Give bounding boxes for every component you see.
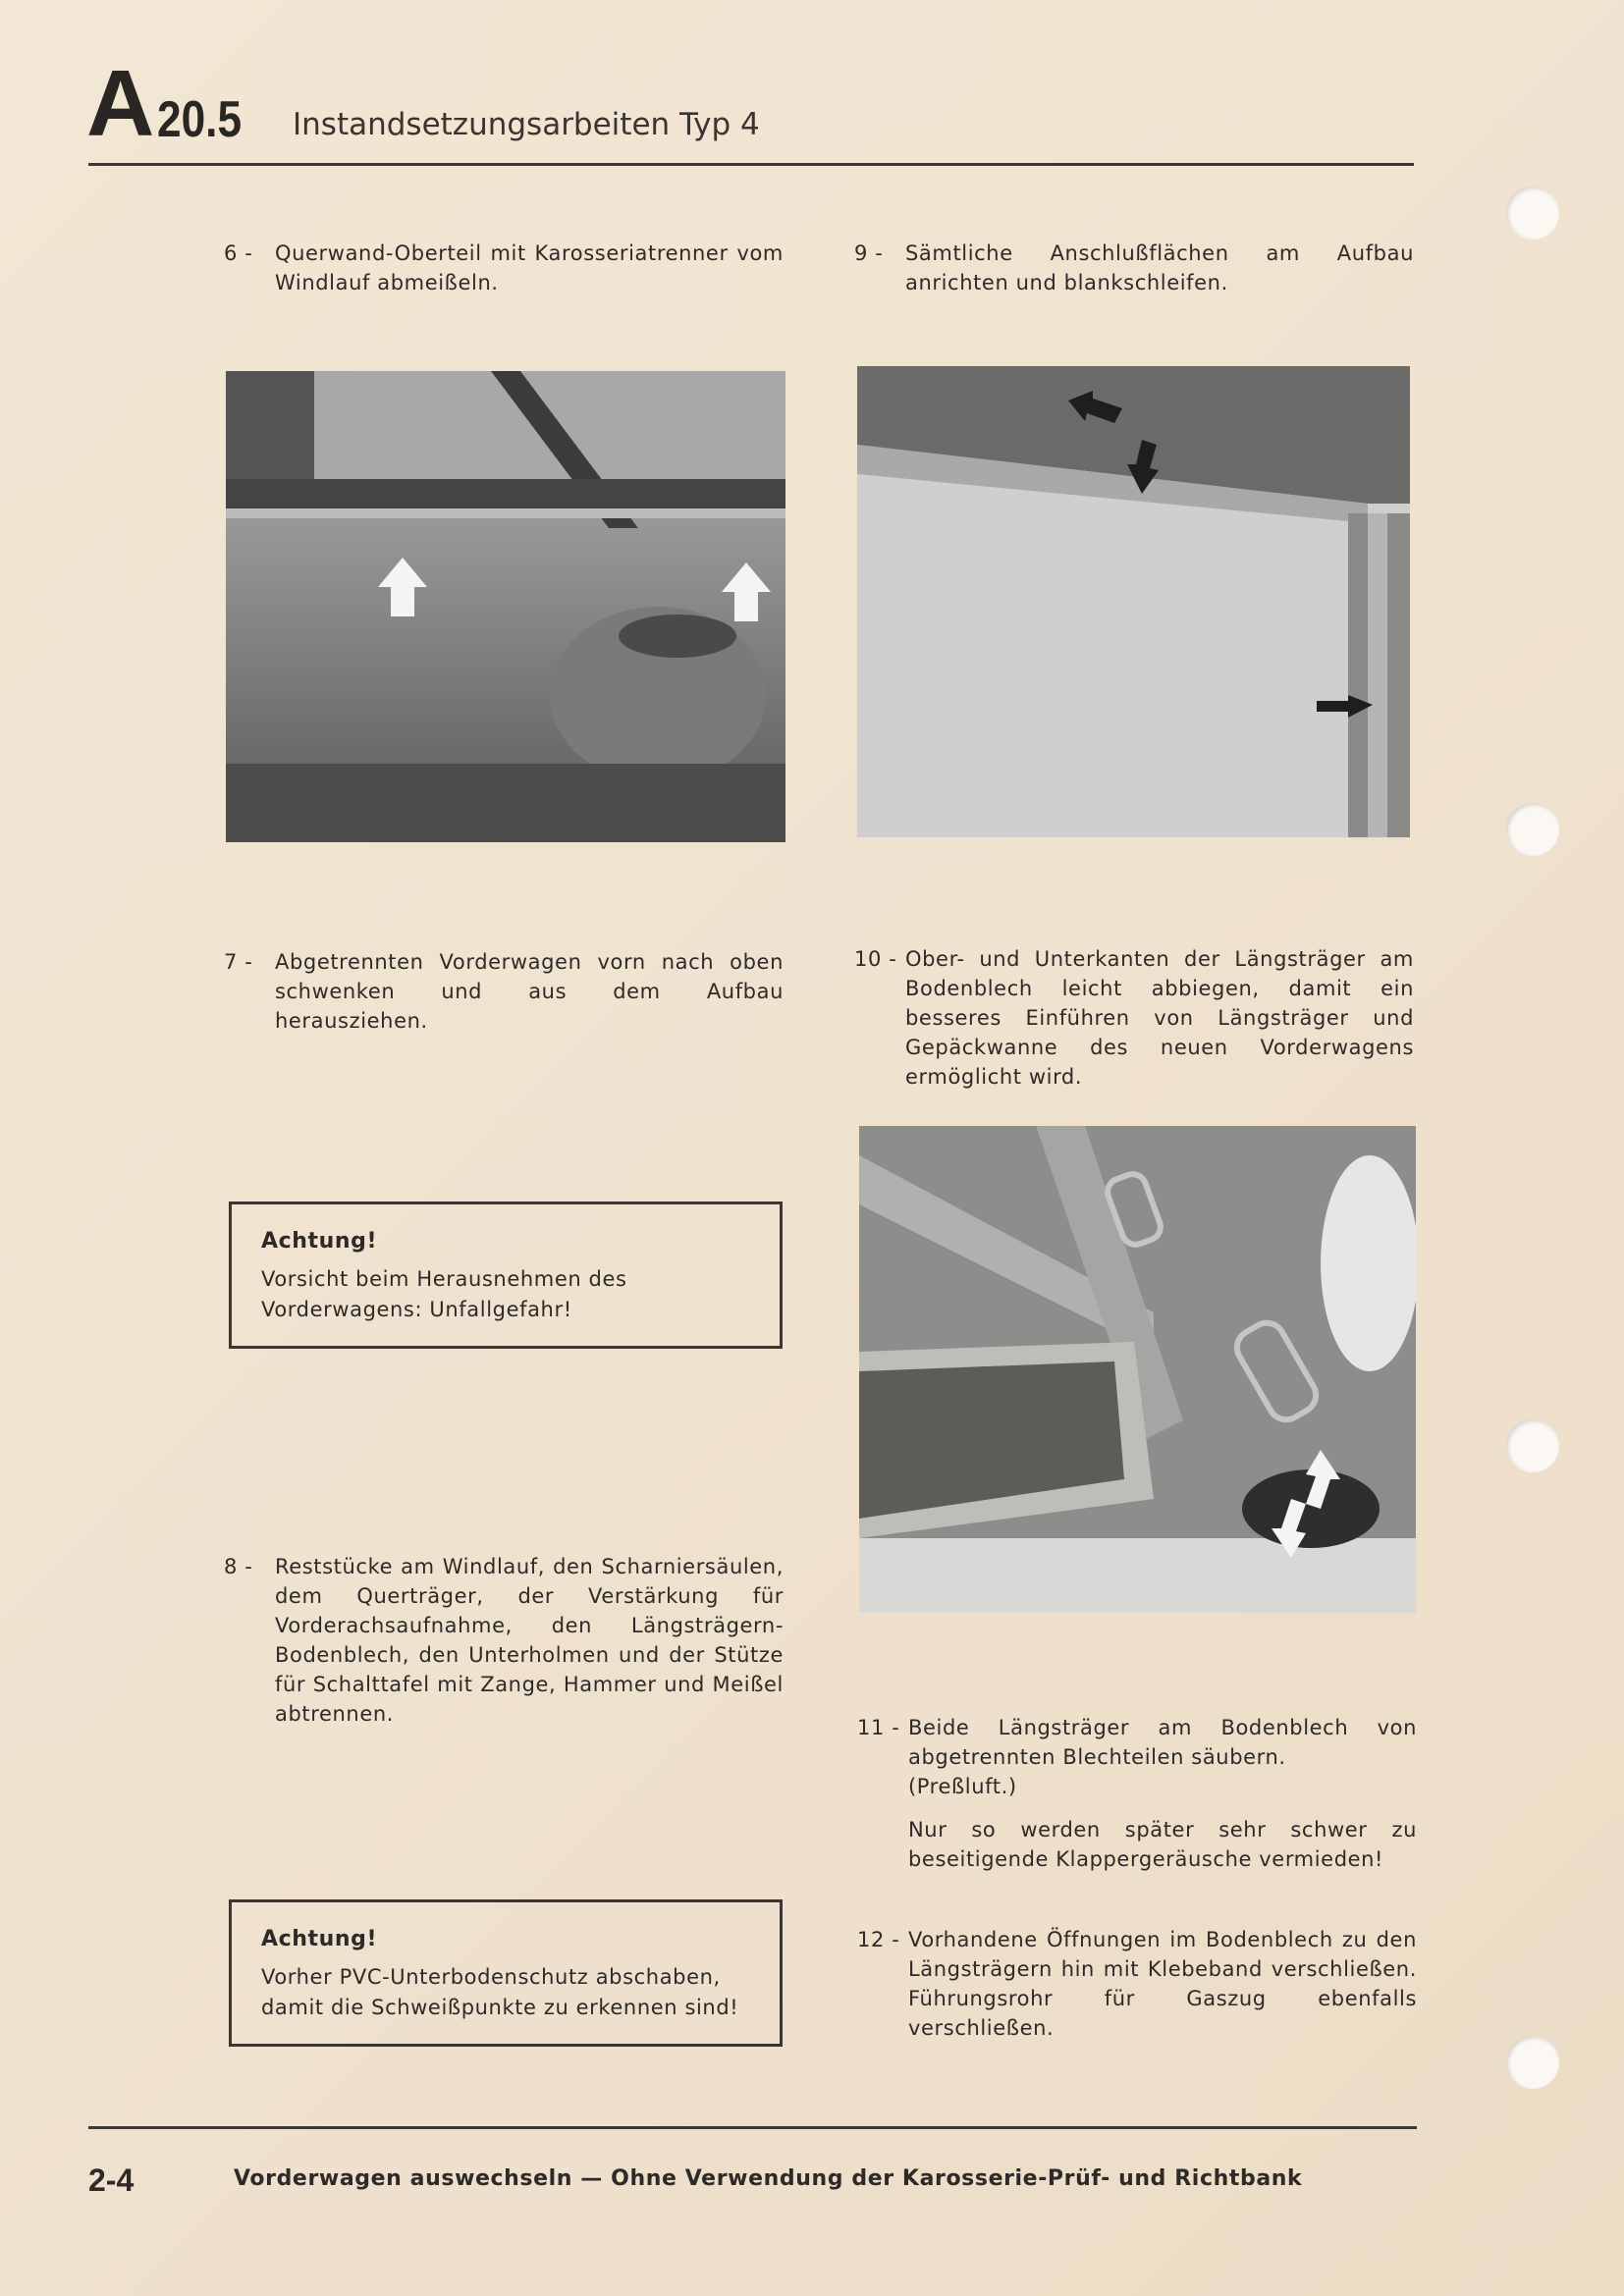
punch-hole bbox=[1506, 187, 1559, 240]
step-10 bbox=[854, 944, 1414, 1092]
step-note: (Preßluft.) bbox=[908, 1775, 1017, 1798]
warning-heading: Achtung! bbox=[261, 1927, 378, 1951]
step-text: Querwand-Oberteil mit Karosseriatrenner vom Windlauf abmeißeln. bbox=[275, 241, 784, 294]
step-number: 12 - bbox=[857, 1928, 900, 1951]
photo-laengstraeger bbox=[859, 1126, 1416, 1613]
step-number: 9 - bbox=[854, 241, 884, 265]
step-text: Abgetrennten Vorderwagen vorn nach oben schwenken und aus dem Aufbau herausziehen. bbox=[275, 950, 784, 1033]
step-text: Vorhandene Öffnungen im Bodenblech zu den Längsträgern hin mit Klebeband verschließen. Führungsrohr für Gaszug ebenfalls verschließen. bbox=[908, 1928, 1417, 2040]
section-number: 20.5 bbox=[157, 91, 243, 148]
punch-hole bbox=[1506, 1419, 1559, 1472]
footer-title: Vorderwagen auswechseln — Ohne Verwendung der Karosserie-Prüf- und Richtbank bbox=[234, 2166, 1303, 2191]
step-number: 6 - bbox=[224, 241, 253, 265]
section-letter: A bbox=[86, 51, 151, 156]
punch-hole bbox=[1506, 2036, 1559, 2089]
photo-windlauf bbox=[226, 371, 785, 842]
step-8 bbox=[224, 1552, 784, 1729]
page-title: Instandsetzungsarbeiten Typ 4 bbox=[293, 107, 760, 142]
step-text: Sämtliche Anschlußflächen am Aufbau anrichten und blankschleifen. bbox=[905, 241, 1414, 294]
step-number: 10 - bbox=[854, 947, 897, 971]
step-text: Beide Längsträger am Bodenblech von abgetrennten Blechteilen säubern. bbox=[908, 1716, 1417, 1769]
photo-anschlussflaechen bbox=[857, 366, 1410, 837]
step-9 bbox=[854, 239, 1414, 297]
footer-rule bbox=[88, 2126, 1417, 2129]
warning-text: Vorher PVC-Unterbodenschutz abschaben, damit die Schweißpunkte zu erkennen sind! bbox=[261, 1965, 739, 2019]
warning-heading: Achtung! bbox=[261, 1229, 378, 1254]
step-number: 7 - bbox=[224, 950, 253, 974]
step-text: Ober- und Unterkanten der Längsträger am Bodenblech leicht abbiegen, damit ein besseres Einführen von Längsträger und Gepäckwanne des neuen Vorderwagens ermöglicht wird. bbox=[905, 947, 1414, 1089]
step-remark: Nur so werden später sehr schwer zu beseitigende Klappergeräusche vermieden! bbox=[908, 1818, 1417, 1871]
warning-box bbox=[229, 1201, 783, 1349]
warning-box bbox=[229, 1899, 783, 2047]
punch-hole bbox=[1506, 803, 1559, 856]
step-11 bbox=[857, 1713, 1417, 1874]
step-number: 8 - bbox=[224, 1555, 253, 1578]
page-number: 2-4 bbox=[88, 2163, 135, 2198]
step-6 bbox=[224, 239, 784, 297]
step-12 bbox=[857, 1925, 1417, 2043]
header-rule bbox=[88, 163, 1414, 166]
step-7 bbox=[224, 947, 784, 1036]
step-number: 11 - bbox=[857, 1716, 900, 1739]
step-text: Reststücke am Windlauf, den Scharniersäulen, dem Querträger, der Verstärkung für Vorderachsaufnahme, den Längsträgern-Bodenblech, den Unterholmen und der Stütze für Schalttafel mit Zange, Hammer und Meißel abtrennen. bbox=[275, 1555, 784, 1726]
warning-text: Vorsicht beim Herausnehmen des Vorderwagens: Unfallgefahr! bbox=[261, 1267, 627, 1321]
